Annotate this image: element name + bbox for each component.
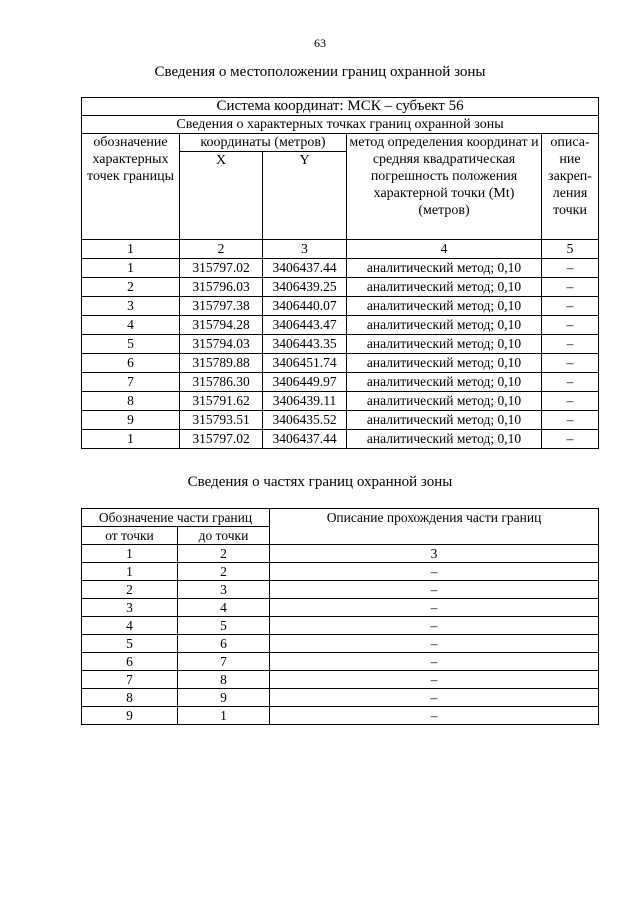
table-row: [82, 635, 599, 653]
column-number: 3: [270, 545, 599, 563]
table-cell: 3406437.44: [263, 259, 347, 278]
table-cell: 315789.88: [180, 354, 263, 373]
coordinate-system: Система координат: МСК – субъект 56: [82, 98, 599, 116]
table-cell: 3406439.11: [263, 392, 347, 411]
table-cell: 4: [82, 617, 178, 635]
column-number: 4: [347, 240, 542, 259]
table-cell: 315794.03: [180, 335, 263, 354]
column-numbers-row: [82, 240, 599, 259]
table-cell: –: [542, 335, 599, 354]
table-cell: аналитический метод; 0,10: [347, 411, 542, 430]
section-heading-locations: Сведения о местоположении границ охранной зоны: [154, 64, 486, 80]
column-numbers-row: [82, 545, 599, 563]
table-row: [82, 581, 599, 599]
table-cell: 3406451.74: [263, 354, 347, 373]
table-row: [82, 653, 599, 671]
table-cell: 4: [178, 599, 270, 617]
table-cell: 3: [82, 297, 180, 316]
table-cell: –: [542, 316, 599, 335]
table-row: [82, 599, 599, 617]
table-cell: 6: [178, 635, 270, 653]
table-cell: 3406443.47: [263, 316, 347, 335]
table-cell: 315786.30: [180, 373, 263, 392]
table-cell: 8: [82, 689, 178, 707]
header-to: до точки: [178, 527, 270, 545]
table-cell: –: [542, 392, 599, 411]
table-cell: 3406439.25: [263, 278, 347, 297]
table-cell: 5: [178, 617, 270, 635]
table-cell: 3406437.44: [263, 430, 347, 449]
column-number: 2: [178, 545, 270, 563]
table-cell: –: [542, 259, 599, 278]
table-cell: –: [542, 411, 599, 430]
table-cell: 3406440.07: [263, 297, 347, 316]
page-number: 63: [314, 36, 326, 50]
table-cell: 315794.28: [180, 316, 263, 335]
column-number: 3: [263, 240, 347, 259]
table-cell: 315796.03: [180, 278, 263, 297]
table-cell: 6: [82, 354, 180, 373]
table-cell: 1: [82, 430, 180, 449]
table-row: [82, 373, 599, 392]
header-from: от точки: [82, 527, 178, 545]
table-row: [82, 259, 599, 278]
header-x: X: [180, 152, 263, 240]
table-cell: 1: [178, 707, 270, 725]
table-cell: 315791.62: [180, 392, 263, 411]
table-row: [82, 689, 599, 707]
table-cell: 3: [82, 599, 178, 617]
table-cell: –: [270, 617, 599, 635]
table-row: [82, 392, 599, 411]
table-row: [82, 297, 599, 316]
header-fixing: описа-ние закреп-ления точки: [542, 134, 599, 240]
table-cell: –: [542, 430, 599, 449]
section-heading-parts: Сведения о частях границ охранной зоны: [187, 474, 453, 490]
table-cell: аналитический метод; 0,10: [347, 373, 542, 392]
table-cell: аналитический метод; 0,10: [347, 278, 542, 297]
table-cell: –: [542, 278, 599, 297]
header-point: обозначение характерных точек границы: [82, 134, 180, 240]
table-cell: –: [542, 354, 599, 373]
column-number: 1: [82, 240, 180, 259]
column-number: 1: [82, 545, 178, 563]
table-cell: 7: [178, 653, 270, 671]
table-cell: 5: [82, 635, 178, 653]
table-cell: –: [270, 653, 599, 671]
table-cell: 7: [82, 373, 180, 392]
table-row: [82, 617, 599, 635]
table-cell: –: [270, 707, 599, 725]
table-row: [82, 707, 599, 725]
table-cell: 2: [178, 563, 270, 581]
table-cell: 8: [178, 671, 270, 689]
table-cell: –: [270, 689, 599, 707]
table-row: [82, 278, 599, 297]
table-cell: –: [270, 563, 599, 581]
table-cell: 8: [82, 392, 180, 411]
table-cell: 315797.02: [180, 259, 263, 278]
table-cell: 9: [82, 411, 180, 430]
table-cell: аналитический метод; 0,10: [347, 430, 542, 449]
table-cell: –: [542, 373, 599, 392]
table-row: [82, 354, 599, 373]
table-row: [82, 563, 599, 581]
table-row: [82, 335, 599, 354]
table-cell: 315797.02: [180, 430, 263, 449]
table-cell: аналитический метод; 0,10: [347, 354, 542, 373]
table-cell: –: [270, 635, 599, 653]
points-subtitle: Сведения о характерных точках границ охранной зоны: [82, 116, 599, 134]
table-cell: аналитический метод; 0,10: [347, 316, 542, 335]
header-description: Описание прохождения части границ: [270, 509, 599, 545]
table-cell: аналитический метод; 0,10: [347, 259, 542, 278]
table-cell: –: [542, 297, 599, 316]
table-row: [82, 671, 599, 689]
table-cell: 6: [82, 653, 178, 671]
table-row: [82, 430, 599, 449]
table-row: [82, 411, 599, 430]
table-cell: аналитический метод; 0,10: [347, 392, 542, 411]
points-table: [81, 97, 599, 449]
header-coords: координаты (метров): [180, 134, 347, 152]
table-cell: 4: [82, 316, 180, 335]
table-cell: 315797.38: [180, 297, 263, 316]
table-cell: 1: [82, 563, 178, 581]
table-cell: 9: [178, 689, 270, 707]
table-cell: 3406449.97: [263, 373, 347, 392]
table-cell: 2: [82, 278, 180, 297]
table-cell: 5: [82, 335, 180, 354]
table-cell: 3: [178, 581, 270, 599]
table-cell: –: [270, 671, 599, 689]
table-cell: –: [270, 581, 599, 599]
table-cell: 9: [82, 707, 178, 725]
table-cell: 3406435.52: [263, 411, 347, 430]
table-cell: аналитический метод; 0,10: [347, 335, 542, 354]
table-cell: 1: [82, 259, 180, 278]
table-cell: 315793.51: [180, 411, 263, 430]
header-method: метод определения координат и средняя квадратическая погрешность положения характерной точки (Mt) (метров): [347, 134, 542, 240]
header-part: Обозначение части границ: [82, 509, 270, 527]
table-cell: 3406443.35: [263, 335, 347, 354]
table-cell: аналитический метод; 0,10: [347, 297, 542, 316]
table-cell: –: [270, 599, 599, 617]
table-row: [82, 316, 599, 335]
parts-table: [81, 508, 599, 725]
column-number: 2: [180, 240, 263, 259]
table-cell: 7: [82, 671, 178, 689]
header-y: Y: [263, 152, 347, 240]
table-cell: 2: [82, 581, 178, 599]
column-number: 5: [542, 240, 599, 259]
